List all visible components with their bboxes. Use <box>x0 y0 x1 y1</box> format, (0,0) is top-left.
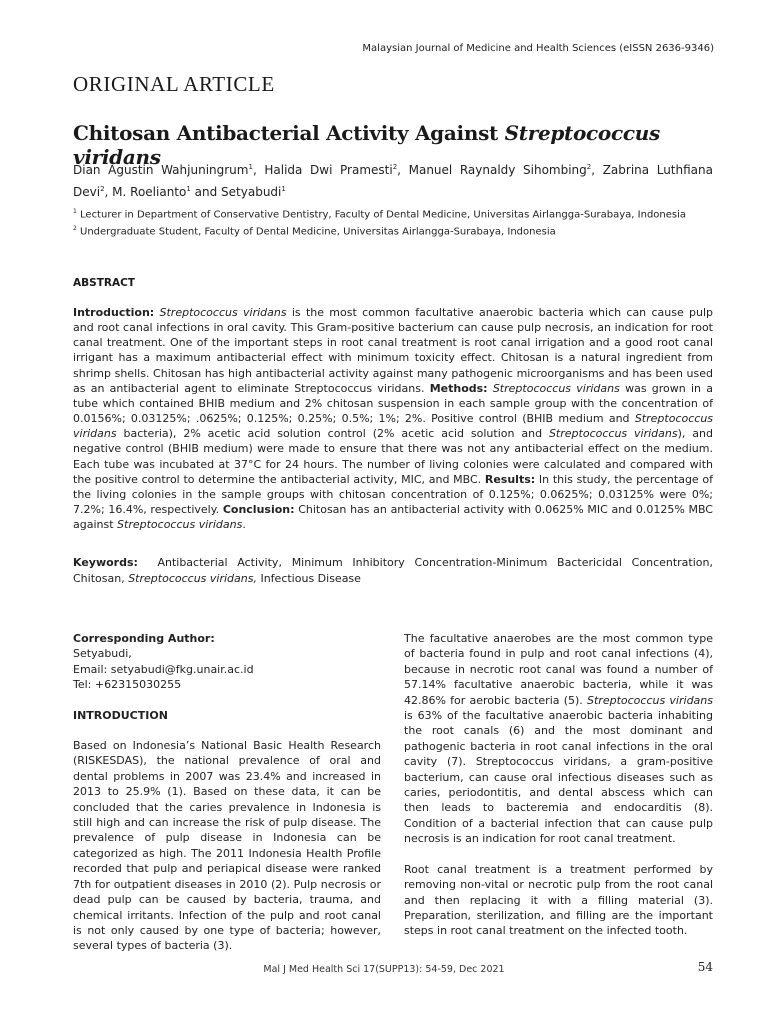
affiliation-text: Undergraduate Student, Faculty of Dental Medicine, Universitas Airlangga-Surabaya, Indonesia <box>80 226 556 238</box>
author-affiliation: 1 <box>248 163 253 171</box>
conclusion-end: . <box>242 518 246 532</box>
species-name: Streptococcus viridans <box>492 381 620 395</box>
right-column <box>404 631 713 939</box>
title-species: Streptococcus viridans <box>73 121 660 169</box>
author-name: Halida Dwi Pramesti <box>264 163 393 177</box>
paragraph-text: is 63% of the facultative anaerobic bacteria inhabiting the root canals (6) and the most dominant and pathogenic bacteria in root canal infections in the oral cavity (7). Streptococcus viridans, a gram-positive bacterium, can cause oral infectious diseases such as caries, periodontitis, and dental abscess which can then leads to bacteremia and endocarditis (8). Condition of a bacterial infection that can cause pulp necrosis is an indication for root canal treatment. <box>404 709 713 846</box>
author-affiliation: 2 <box>100 185 105 193</box>
page-number: 54 <box>697 960 713 974</box>
keywords <box>73 555 713 586</box>
introduction-paragraph <box>404 631 713 847</box>
results-text: In this study, the percentage of the living colonies in the sample groups with chitosan concentration of 0.125%; 0.0625%; 0.03125% were 0%; 7.2%; 16.4%, respectively. <box>73 472 713 517</box>
methods-text: bacteria), 2% acetic acid solution control (2% acetic acid solution and <box>123 427 543 441</box>
affiliation-text: Lecturer in Department of Conservative Dentistry, Faculty of Dental Medicine, Universitas Airlangga-Surabaya, Indonesia <box>80 209 687 221</box>
conclusion-text: Chitosan has an antibacterial activity with 0.0625% MIC and 0.0125% MBC against <box>73 503 713 532</box>
abstract-heading: ABSTRACT <box>73 277 135 289</box>
correspondence-heading: Corresponding Author: <box>73 632 215 645</box>
keywords-text: Infectious Disease <box>260 571 361 585</box>
affiliation-number: 1 <box>73 208 77 215</box>
affiliation-item <box>73 205 713 222</box>
species-name: Streptococcus viridans <box>159 306 287 319</box>
footer-citation: Mal J Med Health Sci 17(SUPP13): 54-59, Dec 2021 <box>263 964 505 975</box>
author-affiliation: 2 <box>586 163 592 171</box>
author-list: Dian Agustin Wahjuningrum$^1$, Halida Dwi Pramesti$^2$, Manuel Raynaldy Sihombing$^2$, Zabrina Luthfiana Devi$^2$, M. Roelianto$^1$ and Setyabudi$^1$ <box>73 163 713 199</box>
correspondence-tel: Tel: +62315030255 <box>73 678 182 692</box>
results-label: Results: <box>484 472 536 486</box>
author-name: M. Roelianto <box>112 185 187 199</box>
keywords-label: Keywords: <box>73 556 138 569</box>
author-name: Setyabudi <box>221 185 282 199</box>
title-main: Chitosan Antibacterial Activity Against <box>73 121 505 145</box>
methods-text: was grown in a tube which contained BHIB medium and 2% chitosan suspension in each sample group with the concentration of 0.0156%; 0.03125%; .0625%; 0.125%; 0.25%; 0.5%; 1%; 2%. Positive control (BHIB medium and <box>73 381 713 426</box>
journal-name: Malaysian Journal of Medicine and Health Sciences (eISSN 2636-9346) <box>362 43 714 54</box>
author-name: Zabrina Luthfiana Devi <box>73 163 713 199</box>
keywords-text: Antibacterial Activity, Minimum Inhibitory Concentration-Minimum Bactericidal Concentration, Chitosan, <box>73 556 713 585</box>
correspondence-email: Email: setyabudi@fkg.unair.ac.id <box>73 662 254 676</box>
species-name: Streptococcus viridans <box>117 518 243 532</box>
introduction-paragraph: Based on Indonesia’s National Basic Health Research (RISKESDAS), the national prevalence of oral and dental problems in 2007 was 23.4% and increased in 2013 to 25.9% (1). Based on these data, it can be concluded that the caries prevalence in Indonesia is still high and can increase the risk of pulp disease. The prevalence of pulp disease in Indonesia can be categorized as high. The 2011 Indonesia Health Profile recorded that pulp and periapical disease were ranked 7th for outpatient diseases in 2010 (2). Pulp necrosis or dead pulp can be caused by bacteria, trauma, and chemical irritants. Infection of the pulp and root canal is not only caused by one type of bacteria; however, several types of bacteria (3). <box>73 739 381 953</box>
author-name: Dian Agustin Wahjuningrum <box>73 163 249 177</box>
affiliation-number: 2 <box>73 225 77 233</box>
author-affiliation: 2 <box>392 163 398 171</box>
intro-label: Introduction: <box>73 306 155 319</box>
paragraph-text: The facultative anaerobes are the most common type of bacteria found in pulp and root canal infections (4), because in necrotic root canal was found a number of 57.14% facultative anaerobic bacteria, while it was 42.86% for aerobic bacteria (5). <box>404 632 713 707</box>
author-name: Manuel Raynaldy Sihombing <box>408 163 587 177</box>
introduction-paragraph: Root canal treatment is a treatment performed by removing non-vital or necrotic pulp from the root canal and then replacing it with a filling material (3). Preparation, sterilization, and filling are the important steps in root canal treatment on the infected tooth. <box>404 862 713 938</box>
affiliation-item <box>73 222 713 239</box>
affiliations <box>73 205 713 240</box>
methods-text: ), and negative control (BHIB medium) were made to ensure that there was not any antibacterial effect on the medium. Each tube was incubated at 37°C for 24 hours. The number of living colonies were calculated and compared with the positive control to determine the antibacterial activity, MIC, and MBC. <box>73 427 713 486</box>
author-affiliation: 1 <box>186 185 191 193</box>
methods-label: Methods: <box>429 381 488 395</box>
author-affiliation: 1 <box>281 185 286 193</box>
abstract-body <box>73 305 713 532</box>
article-type: ORIGINAL ARTICLE <box>73 72 275 96</box>
species-name: Streptococcus viridans <box>587 693 713 707</box>
species-name: Streptococcus viridans <box>548 427 678 441</box>
intro-text: is the most common facultative anaerobic bacteria which can cause pulp and root canal infections in oral cavity. This Gram-positive bacterium can cause pulp necrosis, an indication for root canal treatment. One of the important steps in root canal treatment is root canal irrigation and a good root canal irrigant has a maximum antibacterial effect with minimum toxicity effect. Chitosan is a natural ingredient from shrimp shells. Chitosan has high antibacterial activity against many pathogenic microorganisms and has been used as an antibacterial agent to eliminate Streptococcus viridans. <box>73 306 713 395</box>
introduction-heading: INTRODUCTION <box>73 708 168 722</box>
conclusion-label: Conclusion: <box>222 503 295 517</box>
correspondence-name: Setyabudi, <box>73 647 132 661</box>
species-name: Streptococcus viridans <box>73 412 714 441</box>
left-column <box>73 631 381 954</box>
species-name: Streptococcus viridans, <box>128 571 257 585</box>
